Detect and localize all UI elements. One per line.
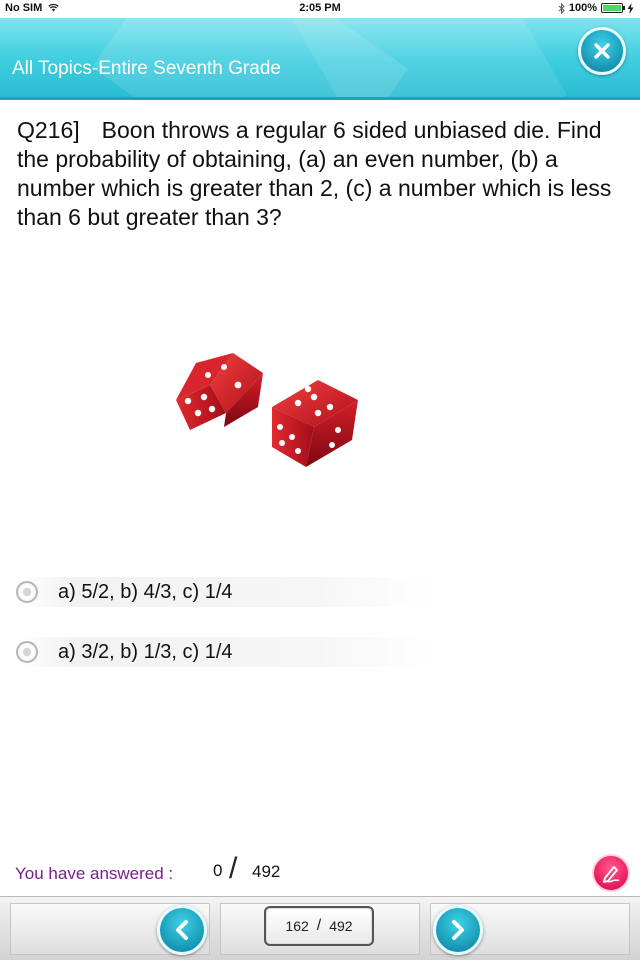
edit-button[interactable] xyxy=(592,854,630,892)
previous-button[interactable] xyxy=(157,905,207,955)
answered-total: 492 xyxy=(252,862,281,881)
close-icon xyxy=(593,42,611,60)
close-button[interactable] xyxy=(578,27,626,75)
answered-label: You have answered : xyxy=(15,864,174,883)
answer-option-2-label: a) 3/2, b) 1/3, c) 1/4 xyxy=(58,640,233,663)
battery-fill xyxy=(603,5,621,11)
chevron-right-icon xyxy=(448,919,468,941)
radio-button-1[interactable] xyxy=(16,581,38,603)
answered-count: 0 xyxy=(213,861,223,880)
battery-icon xyxy=(601,3,623,13)
question-text-block xyxy=(17,116,637,232)
die-right xyxy=(272,380,358,467)
answer-option-1[interactable] xyxy=(16,577,436,607)
answer-option-1-label: a) 5/2, b) 4/3, c) 1/4 xyxy=(58,580,233,603)
charging-icon xyxy=(627,3,634,14)
status-bar xyxy=(0,0,640,18)
answered-separator: / xyxy=(229,852,238,885)
total-pages: 492 xyxy=(329,918,353,934)
clock: 2:05 PM xyxy=(299,2,341,14)
page-indicator xyxy=(264,906,374,946)
bluetooth-icon xyxy=(558,3,565,14)
question-number: Q216] xyxy=(17,117,80,143)
app-header xyxy=(0,18,640,100)
next-button[interactable] xyxy=(433,905,483,955)
page-separator: / xyxy=(316,917,322,934)
pencil-icon xyxy=(600,862,622,884)
page-title: All Topics-Entire Seventh Grade xyxy=(12,58,281,79)
radio-button-2[interactable] xyxy=(16,641,38,663)
answer-option-2[interactable] xyxy=(16,637,436,667)
die-left xyxy=(176,353,263,430)
carrier-label: No SIM xyxy=(5,2,43,14)
current-page: 162 xyxy=(285,918,309,934)
dice-image xyxy=(168,345,368,475)
question-text: Boon throws a regular 6 sided unbiased die. Find the probability of obtaining, (a) an even number, (b) a number which is greater than 2, (c) a number which is less than 6 but greater than 3? xyxy=(17,117,612,230)
chevron-left-icon xyxy=(172,919,192,941)
battery-percent: 100% xyxy=(568,2,597,14)
battery-status xyxy=(558,2,634,14)
